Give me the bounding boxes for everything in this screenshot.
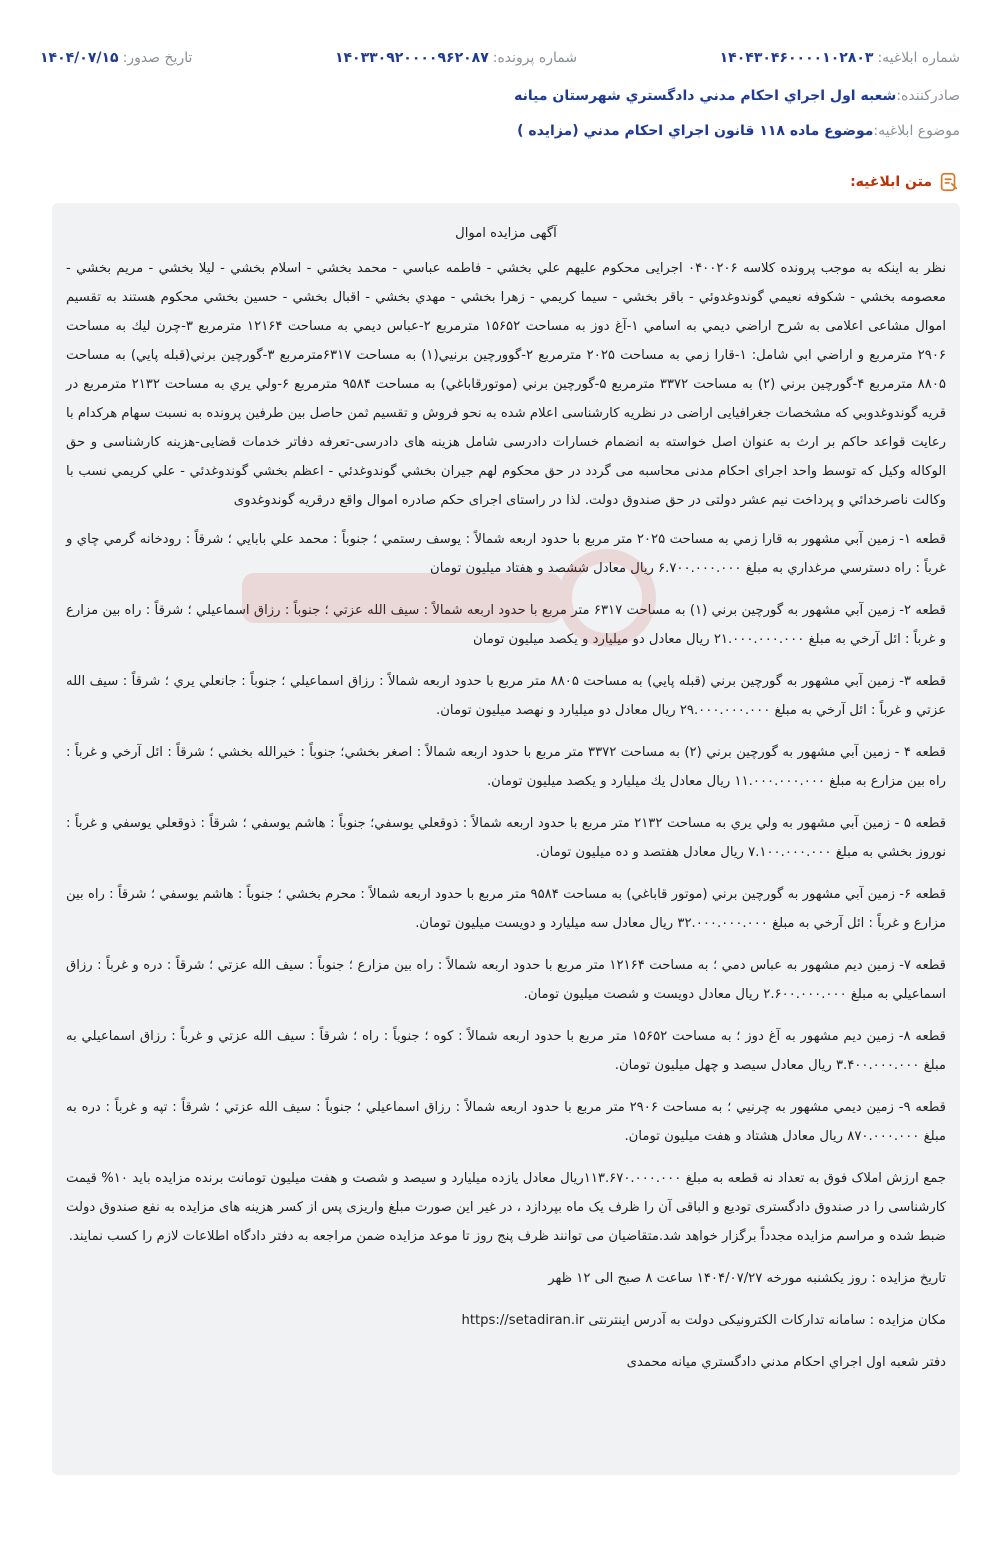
parcel-item: قطعه ۹- زمین ديمي مشهور به چرنيي ؛ به مساحت ۲۹۰۶ متر مربع با حدود اربعه شمالاً : رزاق اسماعيلي ؛ جنوباً : سيف الله عزتي ؛ شرقاً : تپه و غرباً : دره به مبلغ ۸۷۰.۰۰۰.۰۰۰ ریال معادل هشتاد و هفت میلیون تومان. <box>66 1100 946 1144</box>
parcel-item: قطعه ۶- زمین آبي مشهور به گورچين برني (موتور قاباغي) به مساحت ۹۵۸۴ متر مربع با حدود اربعه شمالاً : محرم بخشي ؛ جنوباً : هاشم يوسفي ؛ شرقاً : راه بين مزارع و غرباً : ائل آرخي به مبلغ ۳۲.۰۰۰.۰۰۰.۰۰۰ ریال معادل سه میلیارد و دویست میلیون تومان. <box>66 887 947 931</box>
signature: دفتر شعبه اول اجراي احكام مدني دادگستري ميانه محمدی <box>626 1355 946 1370</box>
notice-heading-label: متن ابلاغیه: <box>850 174 932 190</box>
parcel-item: قطعه ۸- زمین ديم مشهور به آغ دوز ؛ به مساحت ۱۵۶۵۲ متر مربع با حدود اربعه شمالاً : كوه ؛ جنوباً : راه ؛ شرقاً : سيف الله عزتي و غرباً : رزاق اسماعيلي به مبلغ ۳.۴۰۰.۰۰۰.۰۰۰ ریال معادل سيصد و چهل میلیون تومان. <box>66 1029 946 1073</box>
intro-paragraph: نظر به اینکه به موجب پرونده کلاسه ۰۴۰۰۲۰۶ اجرایی محکوم علیهم علي بخشي - فاطمه عباسي - محمد بخشي - اسلام بخشي - ليلا بخشي - مريم بخشي - معصومه بخشي - شكوفه نعيمي گوندوغدوئي - باقر بخشي - سيما كريمي - زهرا بخشي - مهدي بخشي - اقبال بخشي - حسين بخشي محکوم هستند به تقسیم اموال مشاعی اعلامی به شرح اراضي ديمي به اسامي ۱-آغ دوز به مساحت ۱۵۶۵۲ مترمربع ۲-عباس ديمي به مساحت ۱۲۱۶۴ مترمربع ۳-چرن ليك به مساحت ۲۹۰۶ مترمربع و اراضي ابي شامل: ۱-قارا زمي به مساحت ۲۰۲۵ مترمربع ۲-گوورچين برنيي(۱) به مساحت ۶۳۱۷مترمربع ۳-گورچين برني(قبله پايي) به مساحت ۸۸۰۵ مترمربع ۴-گورچين برني (۲) به مساحت ۳۳۷۲ مترمربع ۵-گورچين برني (موتورقاباغي) به مساحت ۹۵۸۴ مترمربع ۶-ولي يري به مساحت ۲۱۳۲ مترمربع در قريه گوندوغدوبي که مشخصات جغرافیایی اراضی در نظریه کارشناسی اعلام شده به نحو فروش و تقسیم ثمن حاصل بین طرفین پرونده به نسبت سهام هرکدام با رعایت قواعد حاکم بر ارث به عنوان اصل خواسته به انضمام خسارات دادرسی شامل هزینه های دادرسی-تعرفه دفاتر خدمات قضایی-هزینه کارشناسی و حق الوکاله وکیل که توسط واحد اجرای احکام مدنی محاسبه می گردد در حق محکوم لهم جيران بخشي گوندوغدئي - اعظم بخشي گوندوغدئي - علي كريمي نسب با وكالت ناصرخدائي و پرداخت نیم عشر دولتی در حق صندوق دولت. لذا در راستای اجرای حکم صادره اموال واقع درقریه گوندوغدوی <box>66 261 946 508</box>
issue-date-value: ۱۴۰۴/۰۷/۱۵ <box>40 50 119 66</box>
auction-date: تاریخ مزایده : روز یکشنبه مورخه ۱۴۰۴/۰۷/۲۷ ساعت ۸ صبح الی ۱۲ ظهر <box>548 1271 946 1286</box>
parcel-item: قطعه ۳- زمین آبي مشهور به گورچين برني (قبله پايي) به مساحت ۸۸۰۵ متر مربع با حدود اربعه شمالاً : رزاق اسماعيلي ؛ جنوباً : جانعلي يري ؛ شرقاً : سيف الله عزتي و غرباً : ائل آرخي به مبلغ ۲۹.۰۰۰.۰۰۰.۰۰۰ ریال معادل دو میلیارد و نهصد میلیون تومان. <box>66 674 947 718</box>
issue-date-label: تاریخ صدور: <box>122 50 193 66</box>
notice-number-value: ۱۴۰۴۳۰۴۶۰۰۰۰۱۰۲۸۰۳ <box>719 50 874 66</box>
ad-title: آگهی مزایده اموال <box>455 226 557 241</box>
auction-place: مکان مزایده : سامانه تدارکات الکترونیکی دولت به آدرس اینترنتی https://setadiran.ir <box>461 1313 946 1328</box>
subject-label: موضوع ابلاغیه: <box>873 123 960 139</box>
case-number <box>335 48 577 68</box>
issue-date <box>40 48 192 68</box>
parcel-item: قطعه ۲- زمین آبي مشهور به گورچين برني (۱) به مساحت ۶۳۱۷ متر مربع با حدود اربعه شمالاً : سيف الله عزتي ؛ جنوباً : رزاق اسماعيلي ؛ شرقاً : راه بين مزارع و غرباً : ائل آرخي به مبلغ ۲۱.۰۰۰.۰۰۰.۰۰۰ ریال معادل دو میلیارد و یکصد میلیون تومان <box>66 603 946 647</box>
case-number-label: شماره پرونده: <box>492 50 578 66</box>
notice-body <box>52 203 960 1475</box>
notice-heading <box>850 171 960 193</box>
subject-row <box>40 121 960 141</box>
notice-number-label: شماره ابلاغیه: <box>877 50 960 66</box>
issuer-value: شعبه اول اجراي احكام مدني دادگستري شهرستان ميانه <box>514 88 897 104</box>
notice-document-icon <box>938 171 960 193</box>
parcel-item: قطعه ۵ - زمین آبي مشهور به ولي يري به مساحت ۲۱۳۲ متر مربع با حدود اربعه شمالاً : ذوقعلي يوسفي؛ جنوباً : هاشم يوسفي ؛ شرقاً : ذوقعلي يوسفي و غرباً : نوروز بخشي به مبلغ ۷.۱۰۰.۰۰۰.۰۰۰ ریال معادل هفتصد و ده میلیون تومان. <box>66 816 947 860</box>
issuer-row <box>40 86 960 106</box>
parcel-item: قطعه ۱- زمین آبي مشهور به قارا زمي به مساحت ۲۰۲۵ متر مربع با حدود اربعه شمالاً : يوسف رستمي ؛ جنوباً : محمد علي بابايي ؛ شرقاً : رودخانه گرمي چاي و غرباً : راه دسترسي مرغداري به مبلغ ۶.۷۰۰.۰۰۰.۰۰۰ ریال معادل ششصد و هفتاد میلیون تومان <box>66 532 947 576</box>
notice-number <box>720 48 960 68</box>
subject-value: موضوع ماده ۱۱۸ قانون اجراي احكام مدني (مزايده ) <box>517 123 874 139</box>
issuer-label: صادرکننده: <box>896 88 960 104</box>
parcel-item: قطعه ۴ - زمین آبي مشهور به گورچين برني (۲) به مساحت ۳۳۷۲ متر مربع با حدود اربعه شمالاً : اصغر بخشي؛ جنوباً : خيرالله بخشي ؛ شرقاً : ائل آرخي و غرباً : راه بين مزارع به مبلغ ۱۱.۰۰۰.۰۰۰.۰۰۰ ریال معادل یك میلیارد و یکصد میلیون تومان. <box>66 745 946 789</box>
header-meta-row <box>40 48 960 68</box>
summary-paragraph: جمع ارزش املاک فوق به تعداد نه قطعه به مبلغ ۱۱۳.۶۷۰.۰۰۰.۰۰۰ریال معادل یازده میلیارد و سیصد و شصت و هفت میلیون تومانت برنده مزایده باید ۱۰% قیمت کارشناسی را در صندوق دادگستری تودیع و الباقی آن را ظرف یک ماه بپردازد ، در غیر این صورت مبلغ واریزی پس از کسر هزینه های مزایده به نفع صندوق دولت ضبط شده و مراسم مزایده مجدداً برگزار خواهد شد.متقاضیان می توانند ظرف پنج روز تا موعد مزایده ضمن مراجعه به دفتر دادگاه اطلاعات لازم را کسب نمایند. <box>66 1171 946 1244</box>
parcel-item: قطعه ۷- زمین ديم مشهور به عباس دمي ؛ به مساحت ۱۲۱۶۴ متر مربع با حدود اربعه شمالاً : راه بين مزارع ؛ جنوباً : سيف الله عزتي ؛ شرقاً : دره و غرباً : رزاق اسماعيلي به مبلغ ۲.۶۰۰.۰۰۰.۰۰۰ ریال معادل دويست و شصت میلیون تومان. <box>66 958 946 1002</box>
case-number-value: ۱۴۰۳۳۰۹۲۰۰۰۰۹۶۲۰۸۷ <box>334 50 489 66</box>
